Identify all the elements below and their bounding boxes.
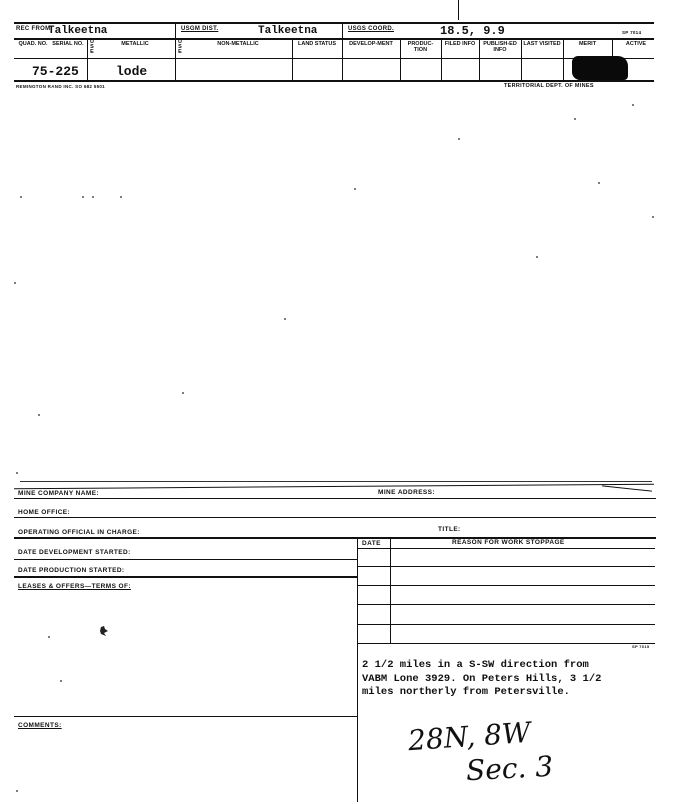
divider — [342, 22, 343, 38]
usgs-coord-value: 18.5, 9.9 — [440, 24, 505, 38]
speck — [284, 318, 286, 320]
form-number: SP 7014 — [622, 30, 642, 35]
production-header: PRODUC-TION — [407, 41, 434, 53]
rule — [14, 559, 357, 560]
divider — [87, 38, 88, 80]
speck — [598, 182, 600, 184]
speck — [38, 414, 40, 416]
printer-line: REMINGTON RAND INC. SO 682 5501 — [16, 84, 105, 89]
rule — [357, 548, 655, 549]
usgs-coord-label: USGS COORD. — [348, 26, 394, 32]
rec-from-value: Talkeetna — [48, 25, 108, 37]
speck — [16, 472, 18, 474]
speck — [92, 196, 94, 198]
speck — [458, 138, 460, 140]
note-line-2: VABM Lone 3929. On Peters Hills, 3 1/2 — [362, 672, 602, 685]
divider — [479, 38, 480, 80]
rec-from-label: REC FROM — [16, 26, 51, 32]
mine-company-label: MINE COMPANY NAME: — [18, 490, 99, 497]
production-started-label: DATE PRODUCTION STARTED: — [18, 567, 125, 574]
reason-column-header: REASON FOR WORK STOPPAGE — [452, 539, 565, 546]
speck — [16, 790, 18, 792]
land-status-header: LAND STATUS — [298, 41, 336, 47]
rule — [14, 576, 357, 578]
title-label: TITLE: — [438, 526, 461, 533]
date-column-header: DATE — [362, 540, 381, 547]
serial-header: SERIAL NO. — [52, 41, 84, 47]
development-started-label: DATE DEVELOPMENT STARTED: — [18, 549, 131, 556]
metallic-header: METALLIC — [121, 41, 149, 47]
use-letters: U S E — [90, 39, 94, 55]
rule — [357, 643, 655, 644]
speck — [82, 196, 84, 198]
rule — [357, 585, 655, 586]
divider — [175, 22, 176, 38]
home-office-label: HOME OFFICE: — [18, 509, 71, 516]
nonmetallic-header: NON-METALLIC — [217, 41, 259, 47]
rule — [357, 566, 655, 567]
speck — [652, 216, 654, 218]
speck — [60, 680, 62, 682]
rule — [357, 604, 655, 605]
metallic-value: lode — [116, 64, 148, 79]
divider — [441, 38, 442, 80]
handwritten-section: Sec. 3 — [465, 749, 554, 788]
ink-smudge — [98, 625, 108, 635]
card-corner — [602, 485, 652, 491]
handwritten-township: 28N, 8W — [406, 715, 532, 758]
speck — [182, 392, 184, 394]
card-edge-2 — [14, 484, 654, 489]
dept-line: TERRITORIAL DEPT. OF MINES — [504, 83, 594, 89]
speck — [20, 196, 22, 198]
speck — [536, 256, 538, 258]
row2-border — [14, 58, 654, 59]
last-visited-header: LAST VISITED — [523, 41, 561, 47]
date-column-divider — [390, 537, 391, 643]
quad-serial-value: 75-225 — [32, 64, 79, 79]
development-header: DEVELOP-MENT — [349, 41, 393, 47]
speck — [120, 196, 122, 198]
row1-border — [14, 38, 654, 40]
speck — [632, 104, 634, 106]
divider — [400, 38, 401, 80]
rule — [357, 624, 655, 625]
divider — [563, 38, 564, 80]
ink-blot — [572, 56, 628, 80]
column-divider — [357, 537, 358, 802]
scan-mark — [458, 0, 459, 20]
bottom-border — [14, 80, 654, 82]
operating-official-label: OPERATING OFFICIAL IN CHARGE: — [18, 529, 140, 536]
merit-header: MERIT — [578, 41, 597, 47]
usgm-dist-label: USGM DIST. — [181, 26, 219, 32]
speck — [354, 188, 356, 190]
rule — [14, 716, 357, 717]
note-line-3: miles northerly from Petersville. — [362, 686, 570, 698]
speck — [574, 118, 576, 120]
quad-header: QUAD. NO. — [18, 41, 48, 47]
active-header: ACTIVE — [625, 41, 647, 47]
mine-address-label: MINE ADDRESS: — [378, 489, 435, 496]
leases-label: LEASES & OFFERS—TERMS OF: — [18, 583, 131, 590]
published-info-header: PUBLISH-ED INFO — [483, 41, 517, 53]
divider — [292, 38, 293, 80]
divider — [342, 38, 343, 80]
use-letters-2: U S E — [178, 39, 182, 55]
speck — [14, 282, 16, 284]
rule — [14, 498, 656, 499]
usgm-dist-value: Talkeetna — [258, 25, 318, 37]
rule — [14, 517, 656, 518]
divider — [521, 38, 522, 80]
top-border — [14, 22, 654, 24]
divider — [175, 38, 176, 80]
filed-info-header: FILED INFO — [444, 41, 476, 47]
speck — [48, 636, 50, 638]
location-note — [362, 659, 601, 700]
form-number-2: SP 7015 — [632, 644, 650, 649]
comments-label: COMMENTS: — [18, 722, 62, 729]
note-line-1: 2 1/2 miles in a S-SW direction from — [362, 659, 589, 671]
card-top-edge — [20, 481, 652, 482]
